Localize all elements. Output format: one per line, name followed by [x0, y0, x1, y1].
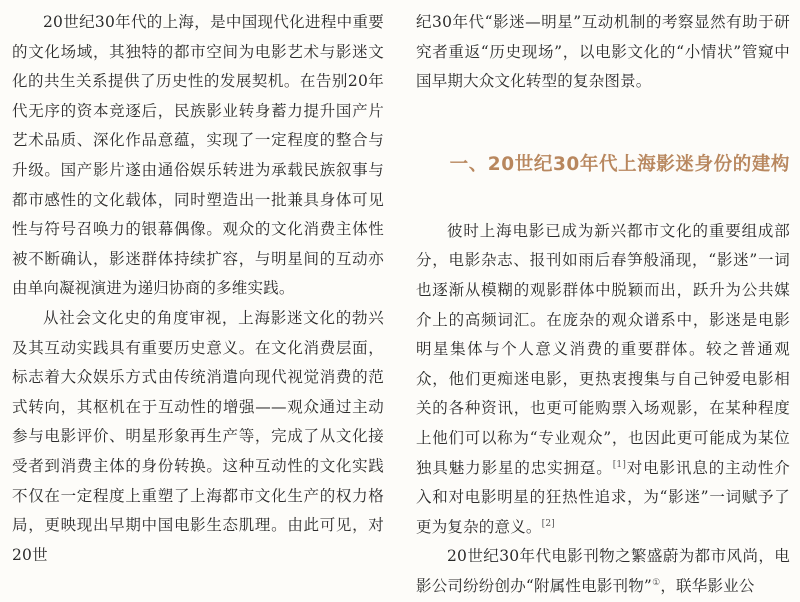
right-column — [416, 8, 790, 602]
continued-paragraph: 纪30年代“影迷—明星”互动机制的考察显然有助于研究者重返“历史现场”，以电影文化的“小情状”管窥中国早期大众文化转型的复杂图景。 — [416, 13, 790, 91]
left-column — [12, 8, 384, 570]
paragraph-text: 20世纪30年代电影刊物之繁盛蔚为都市风尚，电影公司纷纷创办“附属性电影刊物” — [416, 547, 790, 595]
paragraph-text: 彼时上海电影已成为新兴都市文化的重要组成部分，电影杂志、报刊如雨后春笋般涌现，“影迷”一词也逐渐从模糊的观影群体中脱颖而出，跃升为公共媒介上的高频词汇。在庞杂的观众谱系中，影迷是电影明星集体与个人意义消费的重要群体。较之普通观众，他们更痴迷电影，更热衷搜集与自己钟爱电影相关的各种资讯，也更可能购票入场观影，在某种程度上他们可以称为“专业观众”，也因此更可能成为某位独具魅力影星的忠实拥趸。 — [416, 221, 790, 477]
body-paragraph: 从社会文化史的角度审视，上海影迷文化的勃兴及其互动实践具有重要历史意义。在文化消费层面，标志着大众娱乐方式由传统消遣向现代视觉消费的范式转向，其枢机在于互动性的增强——观众通过主动参与电影评价、明星形象再生产等，完成了从文化接受者到消费主体的身份转换。这种互动性的文化实践不仅在一定程度上重塑了上海都市文化生产的权力格局，更映现出早期中国电影生态肌理。由此可见，对20世 — [12, 308, 384, 564]
footnote-reference[interactable]: [1] — [612, 459, 627, 470]
paragraph-text: ，联华影业公 — [660, 576, 755, 595]
body-paragraph — [416, 542, 790, 601]
body-paragraph — [416, 217, 790, 543]
endnote-reference[interactable]: ① — [652, 577, 661, 588]
section-heading: 一、20世纪30年代上海影迷身份的建构 — [449, 153, 790, 175]
paragraph-text: 对电影讯息的主动性介入和对电影明星的狂热性追求，为“影迷”一词赋予了更为复杂的意义。 — [416, 458, 790, 536]
body-paragraph: 20世纪30年代的上海，是中国现代化进程中重要的文化场域，其独特的都市空间为电影艺术与影迷文化的共生关系提供了历史性的发展契机。在告别20年代无序的资本竞逐后，民族影业转身蓄力提升国产片艺术品质、深化作品意蕴，实现了一定程度的整合与升级。国产影片遂由通俗娱乐转进为承载民族叙事与都市感性的文化载体，同时塑造出一批兼具身体可见性与符号召唤力的银幕偶像。观众的文化消费主体性被不断确认，影迷群体持续扩容，与明星间的互动亦由单向凝视演进为递归协商的多维实践。 — [12, 13, 384, 298]
footnote-reference[interactable]: [2] — [541, 518, 555, 529]
